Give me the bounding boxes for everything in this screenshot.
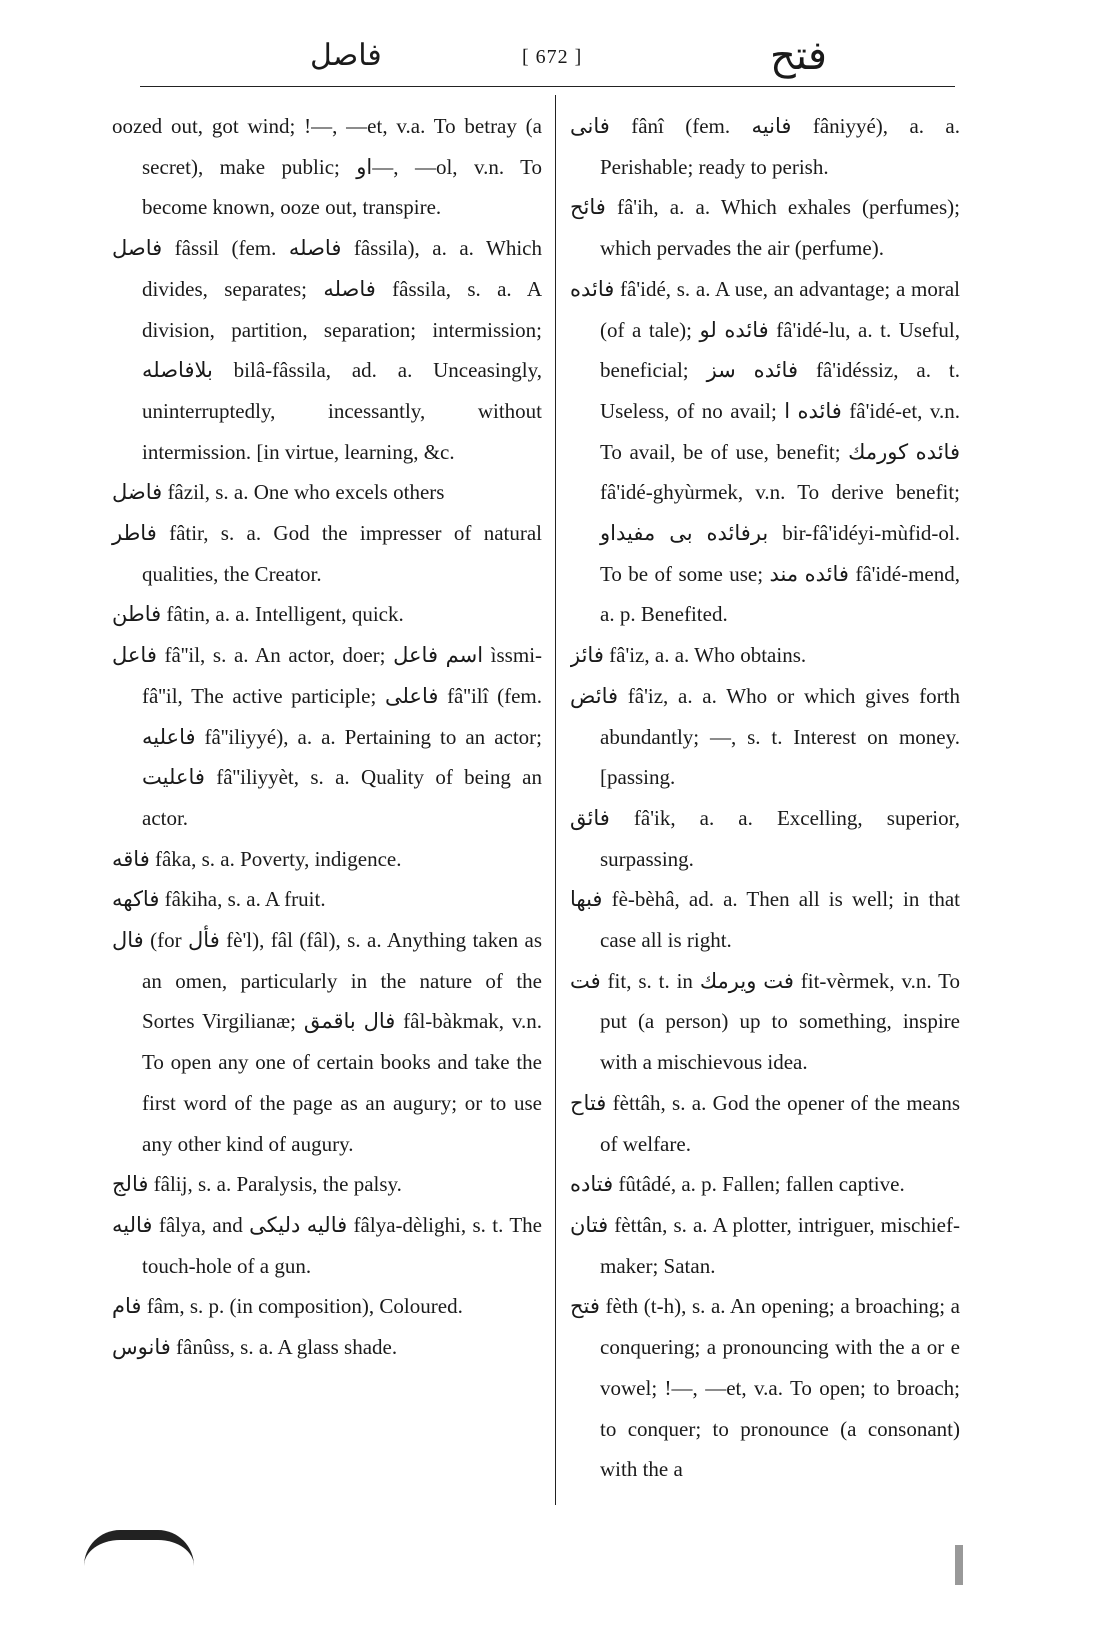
entry: فتح fèth (t-h), s. a. An opening; a broaching; a conquering; a pronouncing with the a or e vowel; !—, —et, v.a. To open; to broach; to conquer; to pronounce (a consonant) with the a: [570, 1294, 960, 1482]
entry: فاقه fâka, s. a. Poverty, indigence.: [112, 846, 402, 871]
entry: فاصل fâssil (fem. فاصله fâssila), a. a. Which divides, separates; فاصله fâssila, s. a. A division, partition, separation; intermission; بلافاصله bilâ-fâssila, ad. a. Unceasingly, uninterruptedly, incessantly, without intermission. [in virtue, learning, &c.: [112, 236, 542, 464]
entry: فاطر fâtir, s. a. God the impresser of natural qualities, the Creator.: [112, 521, 542, 586]
entry: فائده fâ'idé, s. a. A use, an advantage; a moral (of a tale); فائده لو fâ'idé-lu, a. t. Useful, beneficial; فائده سز fâ'idéssiz, a. t. Useless, of no avail; فائده ا fâ'idé-et, v.n. To avail, be of use, benefit; فائده كورمك fâ'idé-ghyùrmek, v.n. To derive benefit; برفائده بى مفيداو bir-fâ'idéyi-mùfid-ol. To be of some use; فائده مند fâ'idé-mend, a. p. Benefited.: [570, 276, 960, 627]
entry: فائض fâ'iz, a. a. Who or which gives forth abundantly; —, s. t. Interest on money. [passing.: [570, 683, 960, 790]
entry: فتان fèttân, s. a. A plotter, intriguer, mischief-maker; Satan.: [570, 1212, 960, 1278]
left-column: [112, 106, 542, 1368]
entry: فانى fânî (fem. فانيه fâniyyé), a. a. Perishable; ready to perish.: [570, 114, 960, 179]
entry: فال (for فأل fè'l), fâl (fâl), s. a. Anything taken as an omen, particularly in the nature of the Sortes Virgilianæ; فال باقمق fâl-bàkmak, v.n. To open any one of certain books and take the first word of the page as an augury; or to use any other kind of augury.: [112, 928, 542, 1156]
entry: فاطن fâtin, a. a. Intelligent, quick.: [112, 602, 404, 627]
entry: فائز fâ'iz, a. a. Who obtains.: [570, 643, 807, 668]
entry: فاكهه fâkiha, s. a. A fruit.: [112, 887, 326, 912]
entry: فبها fè-bèhâ, ad. a. Then all is well; in that case all is right.: [570, 887, 960, 953]
entry: فت fit, s. t. in فت ويرمك fit-vèrmek, v.n. To put (a person) up to something, inspire with a mischievous idea.: [570, 968, 960, 1075]
entry: فائح fâ'ih, a. a. Which exhales (perfumes); which pervades the air (perfume).: [570, 195, 960, 261]
right-column: [570, 106, 960, 1490]
header-right-word: فتح: [770, 33, 828, 78]
entry: فاعل fâ''il, s. a. An actor, doer; اسم فاعل ìssmi-fâ''il, The active participle; فاعلى fâ''ilî (fem. فاعليه fâ''iliyyé), a. a. Pertaining to an actor; فاعليت fâ''iliyyèt, s. a. Quality of being an actor.: [112, 643, 543, 830]
entry: فاليه fâlya, and فاليه دليكى fâlya-dèlighi, s. t. The touch-hole of a gun.: [112, 1212, 543, 1278]
entry: فائق fâ'ik, a. a. Excelling, superior, surpassing.: [570, 805, 960, 871]
scan-artifact: [84, 1530, 194, 1566]
page-number: [ 672 ]: [522, 46, 583, 68]
header-rule: [140, 86, 955, 87]
header-left-word: فاصل: [310, 39, 382, 72]
entry: فالج fâlij, s. a. Paralysis, the palsy.: [112, 1172, 402, 1197]
entry: فانوس fânûss, s. a. A glass shade.: [112, 1335, 398, 1360]
entry: فاضل fâzil, s. a. One who excels others: [112, 480, 445, 505]
entry: فتاده fûtâdé, a. p. Fallen; fallen captive.: [570, 1172, 905, 1197]
entry: فام fâm, s. p. (in composition), Coloured.: [112, 1294, 463, 1319]
scan-artifact: [955, 1545, 963, 1585]
column-divider: [555, 95, 556, 1505]
entry: فتاح fèttâh, s. a. God the opener of the means of welfare.: [570, 1090, 960, 1156]
entry: oozed out, got wind; !—, —et, v.a. To betray (a secret), make public; او—, —ol, v.n. To become known, ooze out, transpire.: [112, 114, 542, 220]
